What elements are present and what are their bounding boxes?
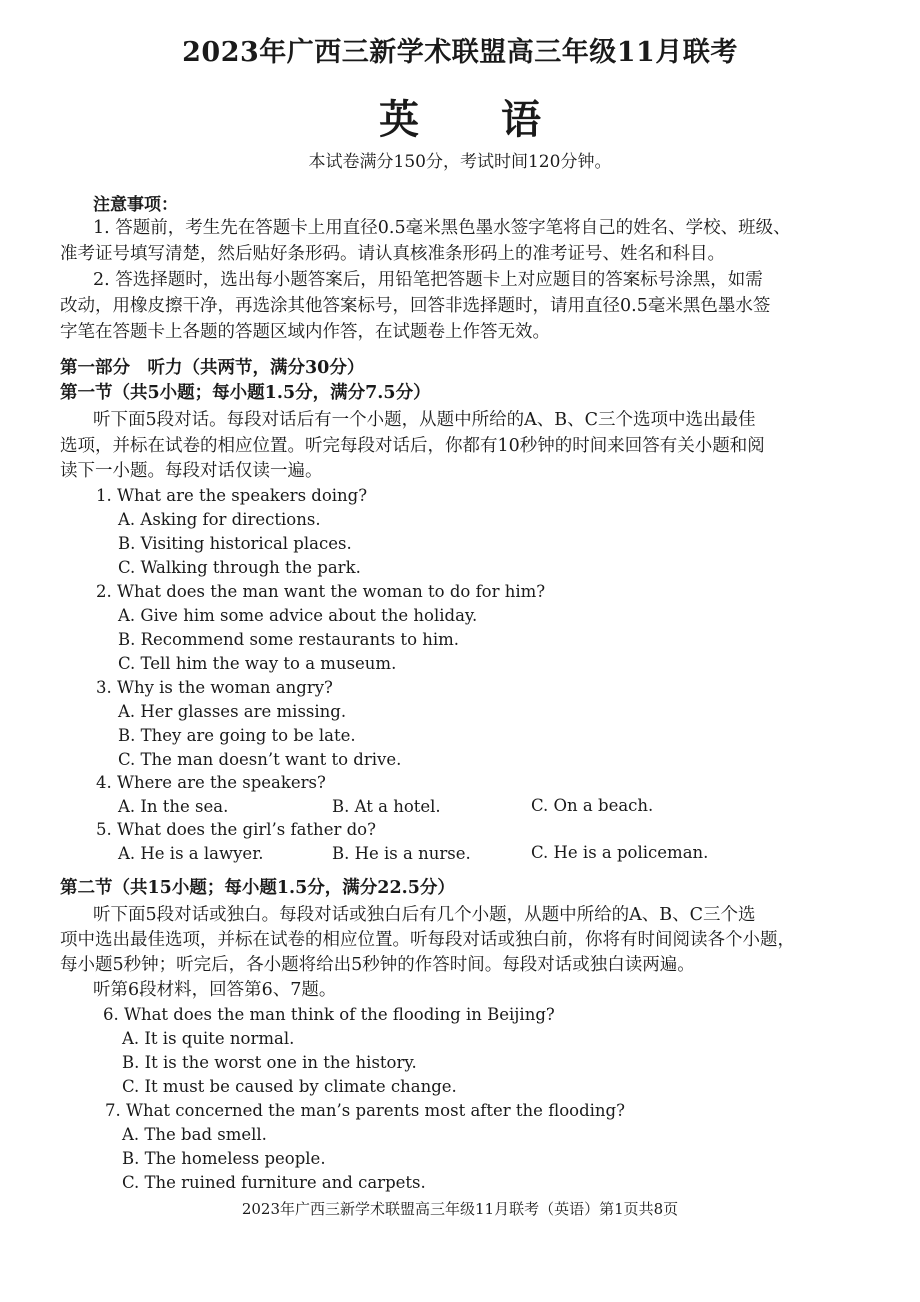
question-7: 7. What concerned the man’s parents most after the flooding? — [105, 1101, 625, 1120]
question-2-option-c: C. Tell him the way to a museum. — [118, 654, 397, 673]
question-2-option-a: A. Give him some advice about the holiday. — [118, 606, 478, 625]
question-4-option-b: B. At a hotel. — [332, 797, 441, 816]
page-footer: 2023年广西三新学术联盟高三年级11月联考（英语）第1页共8页 — [241, 1200, 679, 1218]
question-1-option-a: A. Asking for directions. — [118, 510, 321, 529]
part1-title: 第一部分 听力（共两节，满分30分） — [60, 358, 365, 378]
material-6-heading: 听第6段材料，回答第6、7题。 — [93, 980, 337, 1000]
notice-title: 注意事项： — [93, 195, 178, 215]
question-6-option-c: C. It must be caused by climate change. — [122, 1077, 457, 1096]
question-4-option-c: C. On a beach. — [531, 796, 654, 815]
section2-instruction-line-3: 每小题5秒钟；听完后，各小题将给出5秒钟的作答时间。每段对话或独白读两遍。 — [60, 955, 695, 975]
section2-title: 第二节（共15小题；每小题1.5分，满分22.5分） — [60, 878, 455, 898]
question-4-option-a: A. In the sea. — [118, 797, 229, 816]
exam-title: 2023年广西三新学术联盟高三年级11月联考 — [182, 37, 738, 68]
question-1-option-b: B. Visiting historical places. — [118, 534, 352, 553]
bleed-through-text — [470, 470, 890, 790]
question-2-option-b: B. Recommend some restaurants to him. — [118, 630, 460, 649]
score-info: 本试卷满分150分，考试时间120分钟。 — [308, 152, 612, 172]
question-1: 1. What are the speakers doing? — [96, 486, 368, 505]
question-3-option-b: B. They are going to be late. — [118, 726, 356, 745]
question-7-option-b: B. The homeless people. — [122, 1149, 326, 1168]
subject-title: 英 语 — [379, 96, 575, 143]
section1-instruction-line-2: 选项，并标在试卷的相应位置。听完每段对话后，你都有10秒钟的时间来回答有关小题和阅 — [60, 436, 765, 456]
notice-item-1-line-1: 1. 答题前，考生先在答题卡上用直径0.5毫米黑色墨水签字笔将自己的姓名、学校、班级、 — [93, 218, 791, 238]
question-3: 3. Why is the woman angry? — [96, 678, 333, 697]
notice-item-2-line-1: 2. 答选择题时，选出每小题答案后，用铅笔把答题卡上对应题目的答案标号涂黑，如需 — [93, 270, 763, 290]
section1-instruction-line-1: 听下面5段对话。每段对话后有一个小题，从题中所给的A、B、C三个选项中选出最佳 — [93, 410, 756, 430]
section2-instruction-line-1: 听下面5段对话或独白。每段对话或独白后有几个小题，从题中所给的A、B、C三个选 — [93, 905, 756, 925]
question-4: 4. Where are the speakers? — [96, 773, 326, 792]
question-6: 6. What does the man think of the flooding in Beijing? — [103, 1005, 555, 1024]
question-3-option-c: C. The man doesn’t want to drive. — [118, 750, 402, 769]
section2-instruction-line-2: 项中选出最佳选项，并标在试卷的相应位置。听每段对话或独白前，你将有时间阅读各个小题， — [60, 930, 795, 950]
question-5-option-a: A. He is a lawyer. — [118, 844, 264, 863]
section1-title: 第一节（共5小题；每小题1.5分，满分7.5分） — [60, 383, 431, 403]
question-5-option-b: B. He is a nurse. — [332, 844, 471, 863]
notice-item-1-line-2: 准考证号填写清楚，然后贴好条形码。请认真核准条形码上的准考证号、姓名和科目。 — [60, 244, 725, 264]
question-6-option-b: B. It is the worst one in the history. — [122, 1053, 417, 1072]
question-7-option-a: A. The bad smell. — [122, 1125, 267, 1144]
question-6-option-a: A. It is quite normal. — [122, 1029, 295, 1048]
section1-instruction-line-3: 读下一小题。每段对话仅读一遍。 — [60, 461, 323, 481]
notice-item-2-line-2: 改动，用橡皮擦干净，再选涂其他答案标号，回答非选择题时，请用直径0.5毫米黑色墨水签 — [60, 296, 771, 316]
question-5-option-c: C. He is a policeman. — [531, 843, 709, 862]
question-2: 2. What does the man want the woman to do for him? — [96, 582, 546, 601]
notice-item-2-line-3: 字笔在答题卡上各题的答题区域内作答，在试题卷上作答无效。 — [60, 322, 550, 342]
question-5: 5. What does the girl’s father do? — [96, 820, 376, 839]
question-7-option-c: C. The ruined furniture and carpets. — [122, 1173, 426, 1192]
question-1-option-c: C. Walking through the park. — [118, 558, 361, 577]
question-3-option-a: A. Her glasses are missing. — [118, 702, 347, 721]
